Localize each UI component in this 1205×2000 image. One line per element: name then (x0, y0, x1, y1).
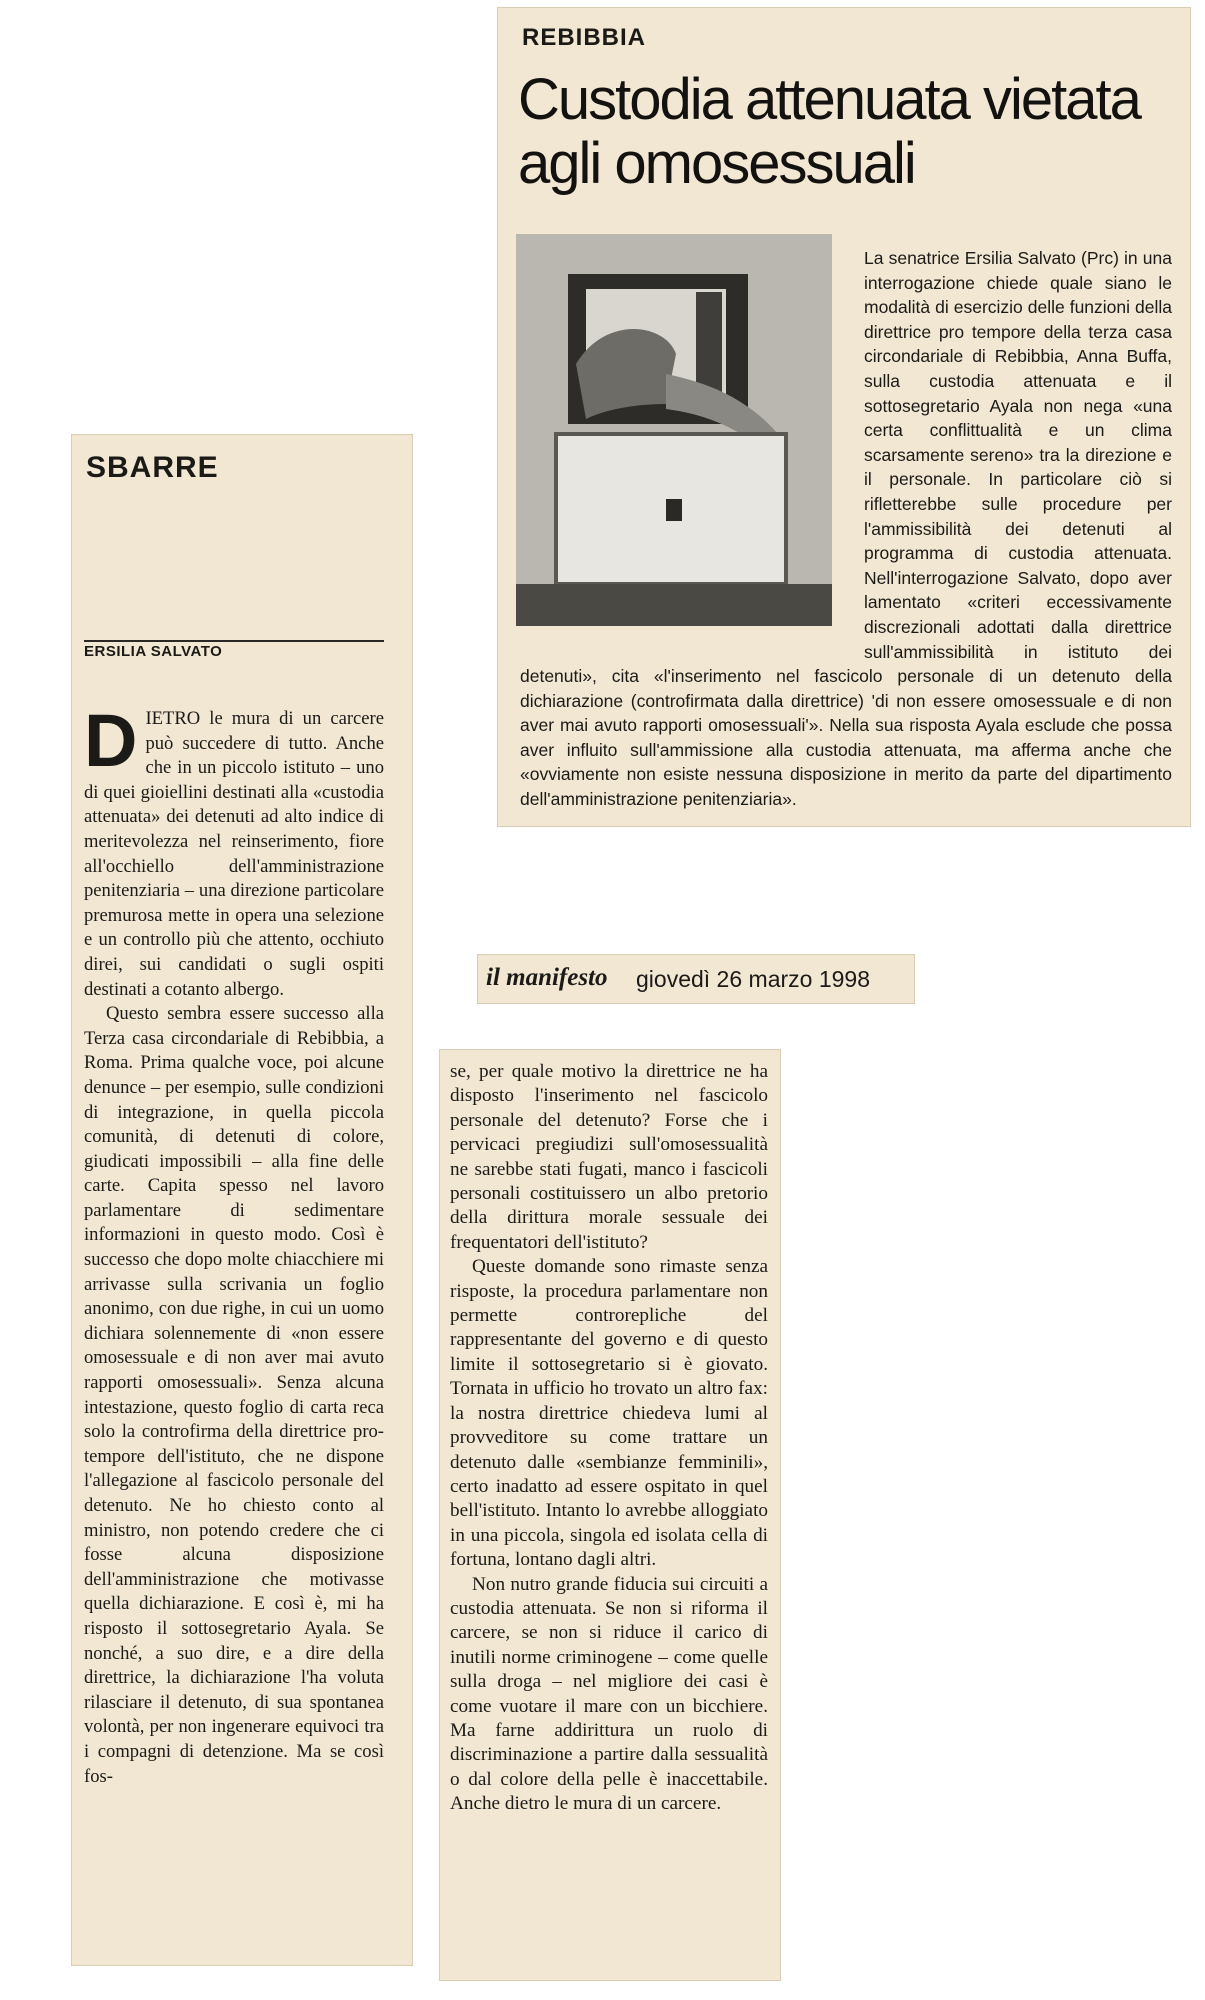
column-paragraph: DIETRO le mura di un carcere può succedere di tutto. Anche che in un piccolo istituto – uno di quei gioiellini destinati alla «custodia attenuata» dei detenuti ad alto indice di meritevolezza nel reinserimento, fiore all'occhiello dell'amministrazione penitenziaria – una direzione particolare premurosa mette in opera una selezione e un controllo più che attento, occhiuto direi, sui candidati o sugli ospiti destinati a cotanto albergo. (84, 699, 384, 1000)
sbarre-column (72, 435, 412, 1965)
byline-rule (84, 640, 384, 642)
newspaper-masthead: il manifesto (486, 964, 608, 991)
continuation-paragraph: Queste domande sono rimaste senza risposte, la procedura parlamentare non permette controrepliche del rappresentante del governo e di questo limite il sottosegretario si è giovato. Tornata in ufficio ho trovato un altro fax: la nostra direttrice chiedeva lumi al provveditore su come trattare un detenuto dalle «sembianze femminili», certo inadatto ad essere ospitato in quel bell'istituto. Intanto lo avrebbe alloggiato in una piccola, singola ed isolata cella di fortuna, lontano dagli altri. (450, 1256, 768, 1571)
column-byline: ERSILIA SALVATO (84, 643, 223, 660)
column-continuation (440, 1050, 780, 1980)
column-paragraph: Questo sembra essere successo alla Terza casa circondariale di Rebibbia, a Roma. Prima qualche voce, poi alcune denunce – per esempio, sulle condizioni di integrazione, in quella piccola comunità, di detenuti di colore, giudicati impossibili – alla fine delle carte. Capita spesso nel lavoro parlamentare di sedimentare informazioni in questo modo. Così è successo che dopo molte chiacchiere mi arrivasse sulla scrivania un foglio anonimo, con due righe, in cui un uomo dichiara solennemente di «non essere omosessuale e di non aver mai avuto rapporti omosessuali». Senza alcuna intestazione, questo foglio di carta reca solo la controfirma della direttrice pro-tempore dell'istituto, che ne dispone l'allegazione al fascicolo personale del detenuto. Ne ho chiesto conto al ministro, non potendo credere che ci fosse alcuna disposizione dell'amministrazione che motivasse quella dichiarazione. E così è, mi ha risposto il sottosegretario Ayala. Se nonché, a suo dire, e a dire della direttrice, la dichiarazione l'ha voluta rilasciare il detenuto, di sua spontanea volontà, per non ingenerare equivoci tra i compagni di detenzione. Ma se così fos- (84, 1003, 384, 1787)
continuation-body (450, 1060, 768, 1817)
column-label: SBARRE (86, 451, 219, 484)
continuation-paragraph: se, per quale motivo la direttrice ne ha disposto l'inserimento nel fascicolo personale del detenuto? Forse che i pervicaci pregiudizi sull'omosessualità ne sarebbe stati fugati, manco i fascicoli personali costituissero un albo pretorio della dirittura morale sessuale dei frequentatori dell'istituto? (450, 1061, 768, 1253)
dateline-strip (478, 955, 914, 1003)
continuation-paragraph: Non nutro grande fiducia sui circuiti a custodia attenuata. Se non si riforma il carcere, se non si riduce il carico di inutili norme criminogene – come quelle sulla droga – nel migliore dei casi è come vuotare il mare con un bicchiere. Ma farne addirittura un ruolo di discriminazione a partire dalla sessualità o dal colore della pelle è inaccettabile. Anche dietro le mura di un carcere. (450, 1573, 768, 1815)
column-body (84, 699, 384, 1789)
lead-in: IETRO (145, 708, 201, 729)
article-kicker: REBIBBIA (522, 24, 647, 51)
publication-date: giovedì 26 marzo 1998 (636, 966, 870, 992)
drop-cap: D (84, 699, 138, 782)
article-body-text: La senatrice Ersilia Salvato (Prc) in una interrogazione chiede quale siano le modalità di esercizio delle funzioni della direttrice pro tempore della terza casa circondariale di Rebibbia, Anna Buffa, sulla custodia attenuata e il sottosegretario Ayala non nega «una certa conflittualità e un clima scarsamente sereno» tra la direzione e il personale. In particolare ciò si rifletterebbe sulle procedure per l'ammissibilità dei detenuti al programma di custodia attenuata. Nell'interrogazione Salvato, dopo aver lamentato «criteri eccessivamente discrezionali adottati dalla direttrice sull'ammissibilità in istituto dei detenuti», cita «l'inserimento nel fascicolo personale di un detenuto della dichiarazione (controfirmata dalla direttrice) 'di non essere omosessuale e di non aver mai avuto rapporti omosessuali'». Nella sua risposta Ayala esclude che possa aver influito sull'ammissione alla custodia attenuata, ma afferma anche che «ovviamente non esiste nessuna disposizione in merito da parte del dipartimento dell'amministrazione penitenziaria». (520, 248, 1172, 810)
article-headline: Custodia attenuata vietata agli omosessuali (518, 67, 1140, 196)
article-body (520, 246, 1172, 812)
rebibbia-article (498, 8, 1190, 826)
